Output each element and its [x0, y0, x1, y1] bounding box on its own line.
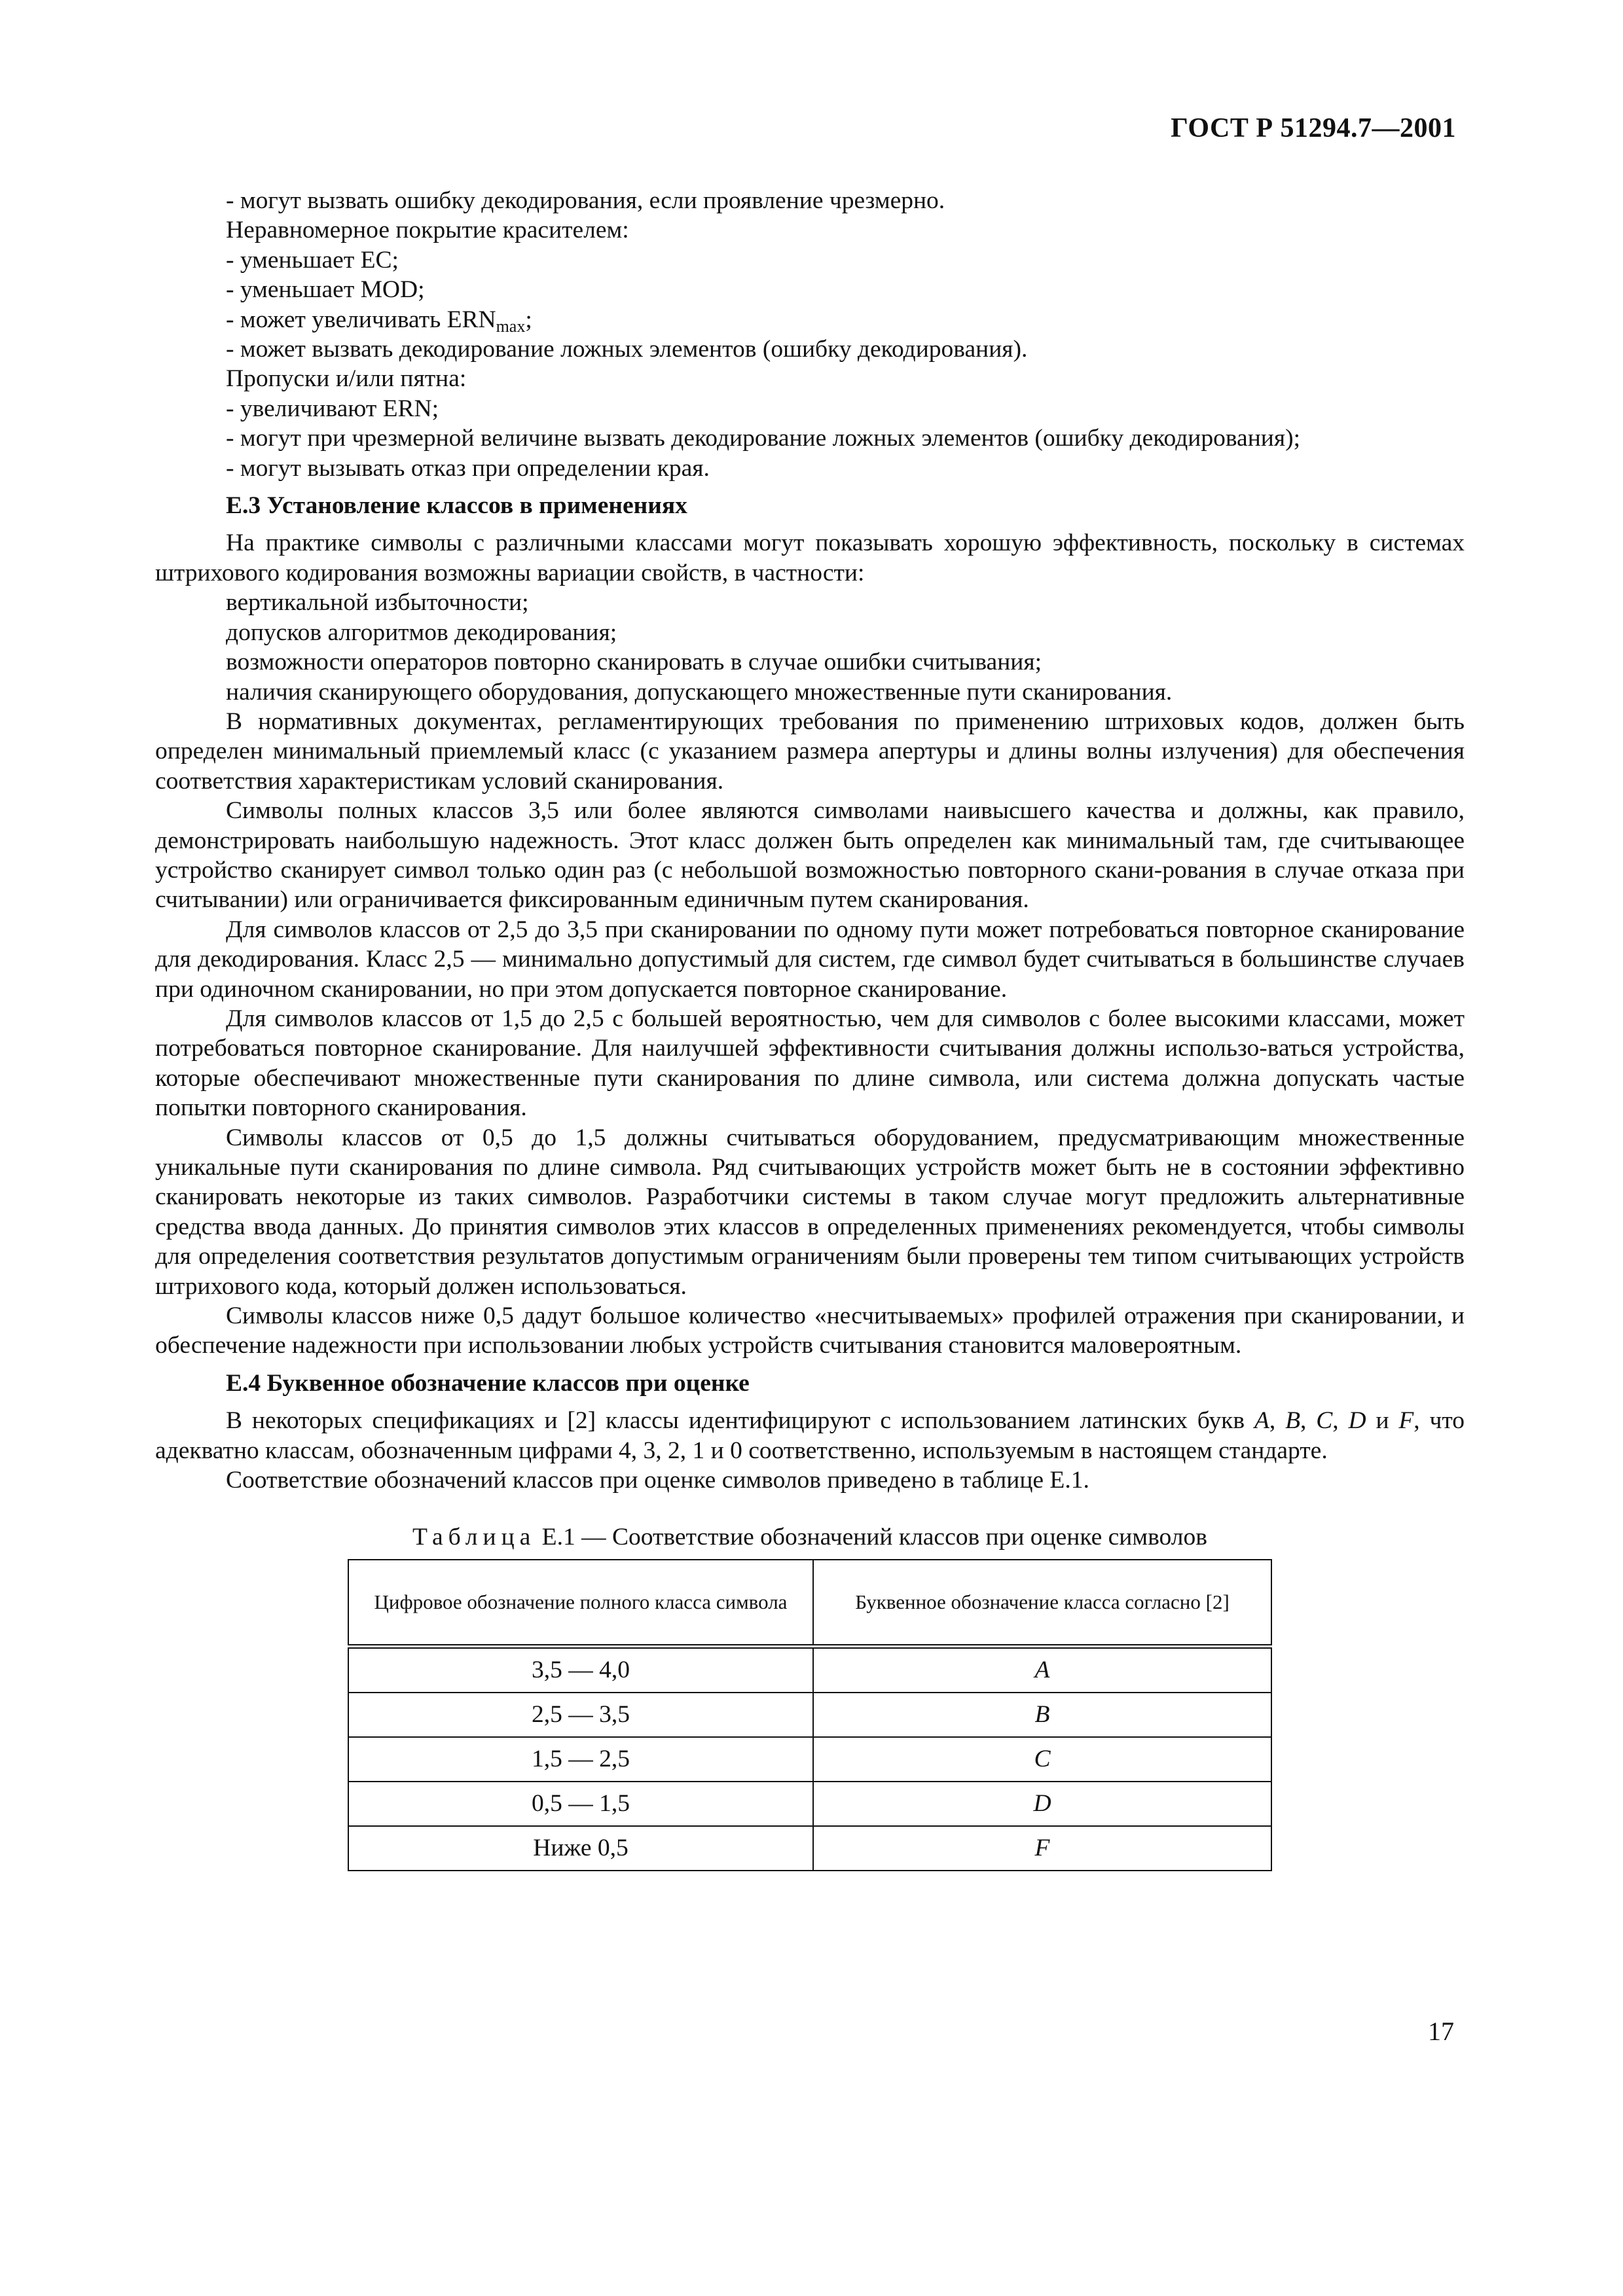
text-line: - уменьшает EC; [226, 246, 399, 274]
text-line: Пропуски и/или пятна: [226, 365, 467, 393]
subscript: max [496, 316, 526, 336]
paragraph: Символы классов ниже 0,5 дадут большое количество «несчитываемых» профилей отражения при сканировании, и обеспечение надежности при использовании любых устройств считывания становится маловероятным. [155, 1302, 1465, 1359]
list-item: наличия сканирующего оборудования, допускающего множественные пути сканирования. [226, 678, 1173, 706]
separator: , [1269, 1407, 1286, 1435]
text-line: - уменьшает MOD; [226, 276, 425, 304]
paragraph: Для символов классов от 1,5 до 2,5 с большей вероятностью, чем для символов с более высокими классами, может потребоваться повторное сканирование. Для наилучшей эффективности считывания должны использо-ваться устройства, которые обеспечивают множественные пути сканирования по длине символа, или система должна допускать частые попытки повторного сканирования. [155, 1005, 1465, 1122]
table-row [348, 1693, 1271, 1737]
separator: , [1332, 1407, 1349, 1435]
text-fragment: и [1366, 1407, 1399, 1435]
grade-letter-cell: F [813, 1826, 1271, 1871]
table-header-row [348, 1560, 1271, 1647]
paragraph: В нормативных документах, регламентирующих требования по применению штриховых кодов, должен быть определен минимальный приемлемый класс (с указанием размера апертуры и длины волны излучения) для обеспечения соответствия характеристикам условий сканирования. [155, 708, 1465, 795]
grade-letter-cell: D [813, 1782, 1271, 1826]
paragraph: Символы полных классов 3,5 или более являются символами наивысшего качества и должны, как правило, демонстрировать наибольшую надежность. Этот класс должен быть определен как минимальный там, где считывающее устройство сканирует символ только один раз (с небольшой возможностью повторного скани-рования в случае отказа при считывании) или ограничивается фиксированным единичным путем сканирования. [155, 797, 1465, 914]
grade-table [348, 1559, 1272, 1871]
text-fragment: ; [525, 306, 532, 333]
table-caption [155, 1522, 1465, 1552]
text-line: - могут вызвать ошибку декодирования, если проявление чрезмерно. [226, 187, 945, 214]
separator: , [1300, 1407, 1317, 1435]
list-item: возможности операторов повторно сканировать в случае ошибки считывания; [226, 649, 1042, 676]
text-fragment: В некоторых спецификациях и [2] классы идентифицируют с использованием латинских букв [226, 1407, 1254, 1435]
column-header-numeric: Цифровое обозначение полного класса символа [348, 1560, 813, 1647]
paragraph: Соответствие обозначений классов при оценке символов приведено в таблице Е.1. [226, 1467, 1089, 1494]
column-header-letter: Буквенное обозначение класса согласно [2] [813, 1560, 1271, 1647]
text-line: - может вызвать декодирование ложных элементов (ошибку декодирования). [226, 336, 1028, 363]
text-fragment: , что адекватно классам, обозначенным цифрами 4, 3, 2, 1 и 0 соответственно, используемым в настоящем стандарте. [155, 1407, 1465, 1464]
paragraph: Для символов классов от 2,5 до 3,5 при сканировании по одному пути может потребоваться повторное сканирование для декодирования. Класс 2,5 — минимально допустимый для систем, где символ будет считываться в большинстве случаев при одиночном сканировании, но при этом допускается повторное сканирование. [155, 916, 1465, 1003]
paragraph [155, 1406, 1465, 1465]
section-heading: Е.3 Установление классов в применениях [226, 492, 687, 520]
grade-range-cell: 2,5 — 3,5 [348, 1693, 813, 1737]
text-line: - могут при чрезмерной величине вызвать декодирование ложных элементов (ошибку декодирования); [226, 425, 1300, 452]
table-row [348, 1782, 1271, 1826]
caption-text: Е.1 — Соответствие обозначений классов при оценке символов [536, 1524, 1207, 1551]
letter-c: C [1316, 1407, 1333, 1435]
letter-b: B [1285, 1407, 1301, 1435]
paragraph: На практике символы с различными классами могут показывать хорошую эффективность, поскольку в системах штрихового кодирования возможны вариации свойств, в частности: [155, 529, 1465, 586]
grade-letter-cell: B [813, 1693, 1271, 1737]
grade-range-cell: 1,5 — 2,5 [348, 1737, 813, 1782]
text-line [155, 305, 1465, 334]
letter-d: D [1348, 1407, 1366, 1435]
list-item: вертикальной избыточности; [226, 589, 529, 617]
document-header: ГОСТ Р 51294.7—2001 [1171, 113, 1456, 143]
text-fragment: - может увеличивать ERN [226, 306, 496, 333]
text-line: - увеличивают ERN; [226, 395, 439, 422]
table-row [348, 1646, 1271, 1693]
grade-letter-cell: C [813, 1737, 1271, 1782]
letter-f: F [1398, 1407, 1414, 1435]
page-number: 17 [1428, 2017, 1454, 2046]
table-row [348, 1737, 1271, 1782]
section-heading: Е.4 Буквенное обозначение классов при оценке [226, 1369, 750, 1397]
table-row [348, 1826, 1271, 1871]
grade-letter-cell: A [813, 1646, 1271, 1693]
caption-label: Таблица [412, 1524, 536, 1551]
paragraph: Символы классов от 0,5 до 1,5 должны считываться оборудованием, предусматривающим множественные уникальные пути сканирования по длине символа. Ряд считывающих устройств может быть не в состоянии эффективно сканировать некоторые из таких символов. Разработчики системы в таком случае могут предложить альтернативные средства ввода данных. До принятия символов этих классов в определенных применениях рекомендуется, чтобы символы для определения соответствия результатов допустимым ограничениям были проверены тем типом считывающих устройств штрихового кода, который должен использоваться. [155, 1124, 1465, 1300]
text-line: - могут вызывать отказ при определении края. [226, 454, 710, 482]
list-item: допусков алгоритмов декодирования; [226, 619, 617, 646]
letter-a: A [1254, 1407, 1269, 1435]
grade-range-cell: Ниже 0,5 [348, 1826, 813, 1871]
page-content [155, 186, 1465, 1871]
grade-range-cell: 0,5 — 1,5 [348, 1782, 813, 1826]
text-line: Неравномерное покрытие красителем: [226, 217, 629, 244]
grade-range-cell: 3,5 — 4,0 [348, 1646, 813, 1693]
